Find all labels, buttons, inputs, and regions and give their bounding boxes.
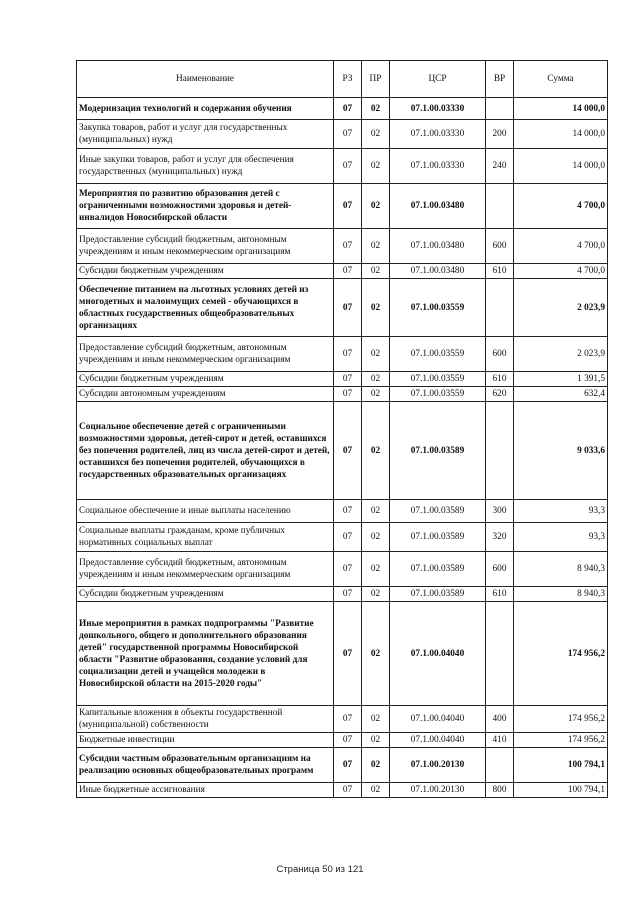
cell-pr: 02 (362, 523, 390, 552)
cell-pr: 02 (362, 602, 390, 706)
cell-sum: 8 940,3 (514, 587, 608, 602)
table-row (77, 602, 608, 706)
cell-sum: 9 033,6 (514, 402, 608, 500)
table-row (77, 783, 608, 798)
table-row (77, 387, 608, 402)
cell-csr: 07.1.00.03589 (390, 587, 486, 602)
cell-sum: 4 700,0 (514, 264, 608, 279)
cell-csr: 07.1.00.03480 (390, 264, 486, 279)
cell-pr: 02 (362, 733, 390, 748)
table-row (77, 706, 608, 733)
table-row (77, 184, 608, 229)
cell-sum: 14 000,0 (514, 149, 608, 184)
cell-name: Закупка товаров, работ и услуг для государственных (муниципальных) нужд (77, 120, 334, 149)
cell-rz: 07 (334, 229, 362, 264)
cell-name: Иные закупки товаров, работ и услуг для обеспечения государственных (муниципальных) нужд (77, 149, 334, 184)
cell-name: Капитальные вложения в объекты государственной (муниципальной) собственности (77, 706, 334, 733)
header-csr: ЦСР (390, 61, 486, 98)
cell-pr: 02 (362, 279, 390, 337)
table-row (77, 264, 608, 279)
table-row (77, 372, 608, 387)
table-header-row (77, 61, 608, 98)
cell-csr: 07.1.00.04040 (390, 706, 486, 733)
cell-csr: 07.1.00.20130 (390, 748, 486, 783)
cell-name: Субсидии бюджетным учреждениям (77, 264, 334, 279)
cell-sum: 174 956,2 (514, 733, 608, 748)
table-row (77, 149, 608, 184)
cell-sum: 4 700,0 (514, 229, 608, 264)
cell-sum: 1 391,5 (514, 372, 608, 387)
cell-sum: 100 794,1 (514, 748, 608, 783)
cell-rz: 07 (334, 264, 362, 279)
budget-table (76, 60, 608, 798)
table-row (77, 402, 608, 500)
cell-pr: 02 (362, 98, 390, 120)
cell-vr: 400 (486, 706, 514, 733)
cell-name: Социальное обеспечение и иные выплаты населению (77, 500, 334, 523)
cell-csr: 07.1.00.04040 (390, 602, 486, 706)
cell-rz: 07 (334, 184, 362, 229)
cell-sum: 93,3 (514, 523, 608, 552)
table-row (77, 552, 608, 587)
cell-rz: 07 (334, 783, 362, 798)
table-row (77, 279, 608, 337)
cell-vr (486, 279, 514, 337)
cell-vr: 610 (486, 587, 514, 602)
header-sum: Сумма (514, 61, 608, 98)
header-vr: ВР (486, 61, 514, 98)
cell-sum: 2 023,9 (514, 337, 608, 372)
cell-csr: 07.1.00.03589 (390, 523, 486, 552)
cell-sum: 4 700,0 (514, 184, 608, 229)
cell-csr: 07.1.00.03480 (390, 229, 486, 264)
cell-name: Бюджетные инвестиции (77, 733, 334, 748)
cell-rz: 07 (334, 149, 362, 184)
header-rz: РЗ (334, 61, 362, 98)
cell-csr: 07.1.00.03589 (390, 500, 486, 523)
cell-name: Субсидии бюджетным учреждениям (77, 587, 334, 602)
cell-rz: 07 (334, 523, 362, 552)
cell-name: Иные бюджетные ассигнования (77, 783, 334, 798)
cell-name: Модернизация технологий и содержания обучения (77, 98, 334, 120)
header-pr: ПР (362, 61, 390, 98)
cell-rz: 07 (334, 552, 362, 587)
header-name: Наименование (77, 61, 334, 98)
cell-pr: 02 (362, 387, 390, 402)
cell-vr: 320 (486, 523, 514, 552)
cell-name: Иные мероприятия в рамках подпрограммы "Развитие дошкольного, общего и дополнительного образования детей" государственной программы Новосибирской области "Развитие образования, создание условий для социализации детей и учащейся молодежи в Новосибирской области на 2015-2020 годы" (77, 602, 334, 706)
cell-csr: 07.1.00.03559 (390, 372, 486, 387)
cell-vr (486, 602, 514, 706)
cell-rz: 07 (334, 337, 362, 372)
cell-csr: 07.1.00.03589 (390, 402, 486, 500)
cell-sum: 14 000,0 (514, 120, 608, 149)
cell-sum: 174 956,2 (514, 706, 608, 733)
cell-rz: 07 (334, 706, 362, 733)
cell-vr: 620 (486, 387, 514, 402)
cell-vr: 610 (486, 372, 514, 387)
cell-csr: 07.1.00.03330 (390, 98, 486, 120)
cell-vr: 300 (486, 500, 514, 523)
cell-rz: 07 (334, 372, 362, 387)
cell-csr: 07.1.00.03330 (390, 120, 486, 149)
cell-sum: 632,4 (514, 387, 608, 402)
cell-name: Обеспечение питанием на льготных условиях детей из многодетных и малоимущих семей - обучающихся в областных государственных общеобразовательных организациях (77, 279, 334, 337)
cell-vr: 610 (486, 264, 514, 279)
cell-pr: 02 (362, 500, 390, 523)
cell-csr: 07.1.00.03589 (390, 552, 486, 587)
cell-pr: 02 (362, 264, 390, 279)
cell-rz: 07 (334, 402, 362, 500)
cell-rz: 07 (334, 748, 362, 783)
cell-sum: 2 023,9 (514, 279, 608, 337)
table-body (77, 98, 608, 798)
cell-pr: 02 (362, 149, 390, 184)
cell-pr: 02 (362, 552, 390, 587)
cell-sum: 174 956,2 (514, 602, 608, 706)
cell-rz: 07 (334, 500, 362, 523)
cell-vr: 410 (486, 733, 514, 748)
cell-pr: 02 (362, 337, 390, 372)
table-row (77, 523, 608, 552)
cell-csr: 07.1.00.03559 (390, 337, 486, 372)
table-row (77, 229, 608, 264)
cell-pr: 02 (362, 372, 390, 387)
cell-name: Субсидии автономным учреждениям (77, 387, 334, 402)
cell-name: Субсидии частным образовательным организациям на реализацию основных общеобразовательных программ (77, 748, 334, 783)
cell-vr: 200 (486, 120, 514, 149)
cell-name: Субсидии бюджетным учреждениям (77, 372, 334, 387)
cell-name: Предоставление субсидий бюджетным, автономным учреждениям и иным некоммерческим организациям (77, 552, 334, 587)
cell-vr: 600 (486, 229, 514, 264)
cell-rz: 07 (334, 98, 362, 120)
cell-rz: 07 (334, 587, 362, 602)
cell-vr (486, 184, 514, 229)
cell-rz: 07 (334, 120, 362, 149)
cell-pr: 02 (362, 783, 390, 798)
cell-rz: 07 (334, 387, 362, 402)
cell-pr: 02 (362, 229, 390, 264)
cell-sum: 8 940,3 (514, 552, 608, 587)
table-row (77, 120, 608, 149)
cell-csr: 07.1.00.03559 (390, 387, 486, 402)
page-footer: Страница 50 из 121 (276, 864, 364, 875)
cell-vr: 600 (486, 337, 514, 372)
cell-vr (486, 402, 514, 500)
cell-name: Предоставление субсидий бюджетным, автономным учреждениям и иным некоммерческим организациям (77, 229, 334, 264)
cell-sum: 14 000,0 (514, 98, 608, 120)
cell-name: Социальные выплаты гражданам, кроме публичных нормативных социальных выплат (77, 523, 334, 552)
table-row (77, 500, 608, 523)
cell-csr: 07.1.00.03480 (390, 184, 486, 229)
cell-vr: 240 (486, 149, 514, 184)
cell-name: Предоставление субсидий бюджетным, автономным учреждениям и иным некоммерческим организациям (77, 337, 334, 372)
cell-name: Мероприятия по развитию образования детей с ограниченными возможностями здоровья и детей-инвалидов Новосибирской области (77, 184, 334, 229)
table-row (77, 748, 608, 783)
cell-vr (486, 98, 514, 120)
cell-rz: 07 (334, 733, 362, 748)
table-row (77, 337, 608, 372)
cell-csr: 07.1.00.20130 (390, 783, 486, 798)
cell-sum: 93,3 (514, 500, 608, 523)
cell-csr: 07.1.00.04040 (390, 733, 486, 748)
table-row (77, 733, 608, 748)
table-row (77, 98, 608, 120)
cell-name: Социальное обеспечение детей с ограниченными возможностями здоровья, детей-сирот и детей, оставшихся без попечения родителей, лиц из числа детей-сирот и детей, оставшихся без попечения родителей, обучающихся в государственных образовательных организациях (77, 402, 334, 500)
cell-pr: 02 (362, 402, 390, 500)
cell-pr: 02 (362, 748, 390, 783)
cell-pr: 02 (362, 587, 390, 602)
cell-rz: 07 (334, 602, 362, 706)
cell-csr: 07.1.00.03559 (390, 279, 486, 337)
cell-pr: 02 (362, 706, 390, 733)
cell-vr: 600 (486, 552, 514, 587)
cell-pr: 02 (362, 120, 390, 149)
cell-pr: 02 (362, 184, 390, 229)
cell-vr (486, 748, 514, 783)
cell-csr: 07.1.00.03330 (390, 149, 486, 184)
cell-rz: 07 (334, 279, 362, 337)
cell-vr: 800 (486, 783, 514, 798)
table-row (77, 587, 608, 602)
cell-sum: 100 794,1 (514, 783, 608, 798)
